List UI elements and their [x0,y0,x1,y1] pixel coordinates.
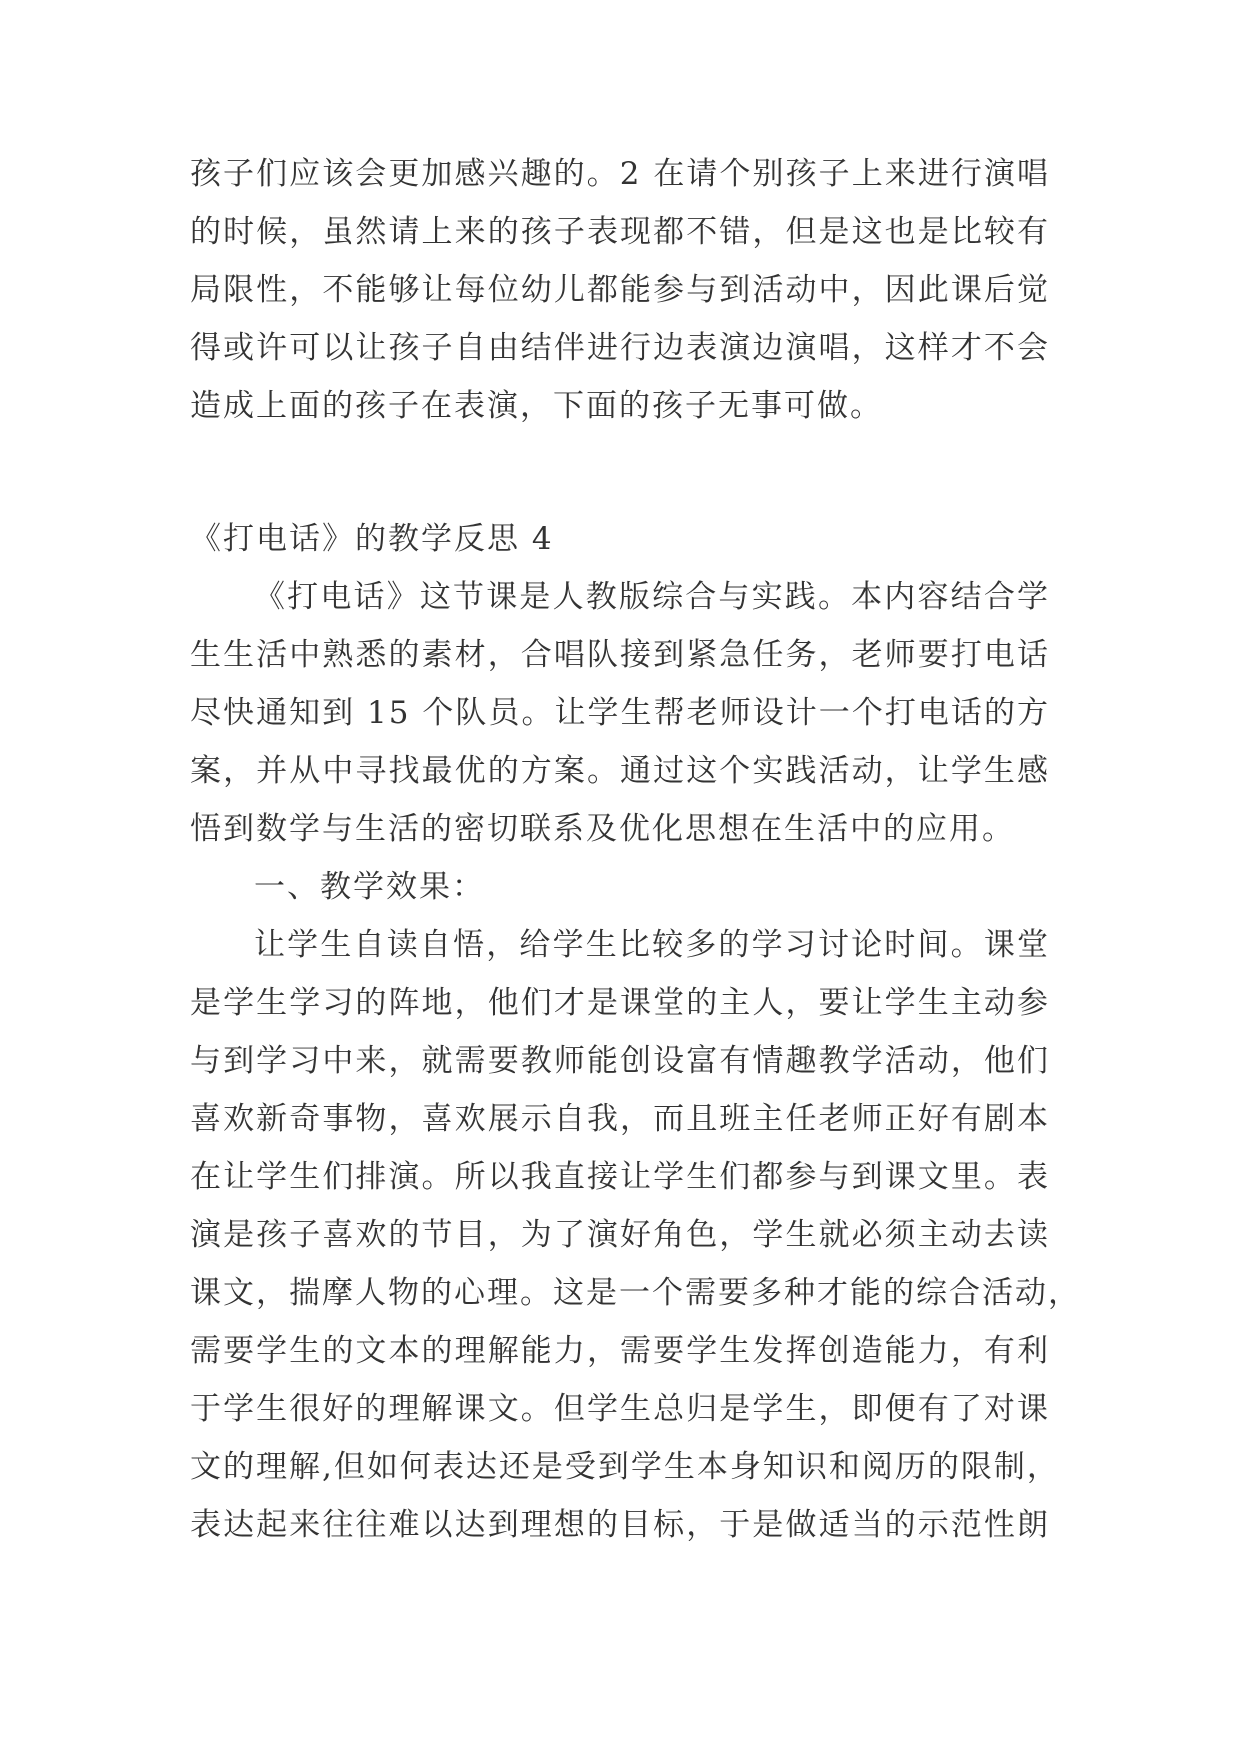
text-line: 悟到数学与生活的密切联系及优化思想在生活中的应用。 [190,811,1015,847]
text-line: 与到学习中来，就需要教师能创设富有情趣教学活动，他们 [190,1043,1050,1079]
text-line: 局限性，不能够让每位幼儿都能参与到活动中，因此课后觉 [190,272,1050,308]
text-line: 案，并从中寻找最优的方案。通过这个实践活动，让学生感 [190,753,1050,789]
text-line: 尽快通知到 15 个队员。让学生帮老师设计一个打电话的方 [190,695,1050,731]
text-line: 是学生学习的阵地，他们才是课堂的主人，要让学生主动参 [190,985,1050,1021]
subheading-block [190,858,1050,916]
text-line: 课文，揣摩人物的心理。这是一个需要多种才能的综合活动， [190,1275,1081,1311]
text-line: 表达起来往往难以达到理想的目标，于是做适当的示范性朗 [190,1507,1050,1543]
text-line: 造成上面的孩子在表演，下面的孩子无事可做。 [190,388,883,424]
text-line: 孩子们应该会更加感兴趣的。2 在请个别孩子上来进行演唱 [190,156,1050,192]
text-line: 得或许可以让孩子自由结伴进行边表演边演唱，这样才不会 [190,330,1050,366]
text-line: 需要学生的文本的理解能力，需要学生发挥创造能力，有利 [190,1333,1050,1369]
text-line: 演是孩子喜欢的节目，为了演好角色，学生就必须主动去读 [190,1217,1050,1253]
intro-paragraph [190,568,1050,858]
text-line: 生生活中熟悉的素材，合唱队接到紧急任务，老师要打电话 [190,637,1050,673]
text-line: 的时候，虽然请上来的孩子表现都不错，但是这也是比较有 [190,214,1050,250]
subheading: 一、教学效果： [254,869,485,905]
text-line: 让学生自读自悟，给学生比较多的学习讨论时间。课堂 [254,927,1050,963]
effect-paragraph [190,916,1081,1554]
previous-section-paragraph [190,145,1050,435]
text-line: 喜欢新奇事物，喜欢展示自我，而且班主任老师正好有剧本 [190,1101,1050,1137]
text-line: 《打电话》这节课是人教版综合与实践。本内容结合学 [254,579,1050,615]
text-line: 在让学生们排演。所以我直接让学生们都参与到课文里。表 [190,1159,1050,1195]
text-line: 文的理解,但如何表达还是受到学生本身知识和阅历的限制， [190,1449,1060,1485]
text-line: 于学生很好的理解课文。但学生总归是学生，即便有了对课 [190,1391,1050,1427]
section-title: 《打电话》的教学反思 4 [190,521,554,557]
